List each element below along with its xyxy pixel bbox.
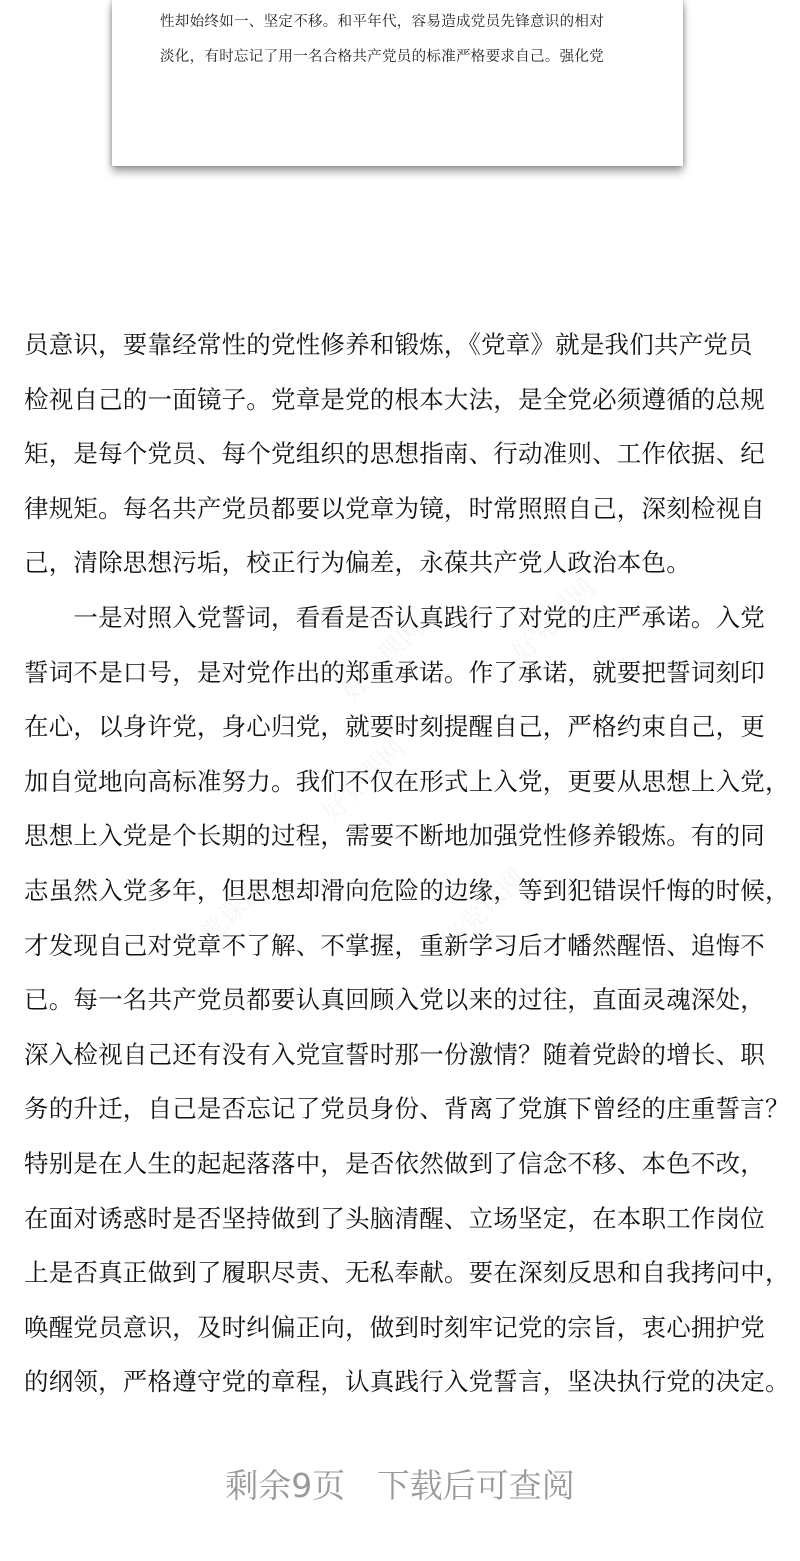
body-line: 矩，是每个党员、每个党组织的思想指南、行动准则、工作依据、纪 (24, 439, 765, 469)
body-line: 才发现自己对党章不了解、不掌握，重新学习后才幡然醒悟、追悔不 (24, 930, 765, 960)
body-line: 的纲领，严格遵守党的章程，认真践行入党誓言，坚决执行党的决定。 (24, 1367, 790, 1397)
body-line: 在面对诱惑时是否坚持做到了头脑清醒、立场坚定，在本职工作岗位 (24, 1203, 765, 1233)
body-line: 思想上入党是个长期的过程，需要不断地加强党性修养锻炼。有的同 (24, 821, 765, 851)
body-line: 己，清除思想污垢，校正行为偏差，永葆共产党人政治本色。 (24, 548, 691, 578)
body-line: 上是否真正做到了履职尽责、无私奉献。要在深刻反思和自我拷问中， (24, 1258, 790, 1288)
body-line: 在心，以身许党，身心归党，就要时刻提醒自己，严格约束自己，更 (24, 712, 765, 742)
remaining-pages-download-link[interactable]: 剩余9页 下载后可查阅 (225, 1466, 575, 1505)
body-line: 律规矩。每名共产党员都要以党章为镜，时常照照自己，深刻检视自 (24, 493, 765, 523)
body-line: 员意识，要靠经常性的党性修养和锻炼，《党章》就是我们共产党员 (24, 330, 753, 359)
document-body (24, 325, 790, 1417)
body-line: 加自觉地向高标准努力。我们不仅在形式上入党，更要从思想上入党， (24, 766, 790, 796)
body-line: 检视自己的一面镜子。党章是党的根本大法，是全党必须遵循的总规 (24, 384, 765, 414)
body-line: 已。每一名共产党员都要认真回顾入党以来的过往，直面灵魂深处， (24, 985, 765, 1015)
body-line: 务的升迁，自己是否忘记了党员身份、背离了党旗下曾经的庄重誓言？ (24, 1094, 790, 1124)
body-line: 特别是在人生的起起落落中，是否依然做到了信念不移、本色不改， (24, 1148, 765, 1178)
preview-page-card (112, 0, 683, 166)
body-line: 志虽然入党多年，但思想却滑向危险的边缘，等到犯错误忏悔的时候， (24, 875, 790, 905)
body-line: 唤醒党员意识，及时纠偏正向，做到时刻牢记党的宗旨，衷心拥护党 (24, 1312, 765, 1342)
body-line: 誓词不是口号，是对党作出的郑重承诺。作了承诺，就要把誓词刻印 (24, 657, 765, 687)
card-text-line: 淡化，有时忘记了用一名合格共产党员的标准严格要求自己。强化党 (160, 49, 604, 65)
body-line: 深入检视自己还有没有入党宣誓时那一份激情？随着党龄的增长、职 (24, 1039, 765, 1069)
body-line: 一是对照入党誓词，看看是否认真践行了对党的庄严承诺。入党 (24, 602, 765, 632)
card-text-line: 性却始终如一、坚定不移。和平年代，容易造成党员先锋意识的相对 (160, 14, 604, 30)
